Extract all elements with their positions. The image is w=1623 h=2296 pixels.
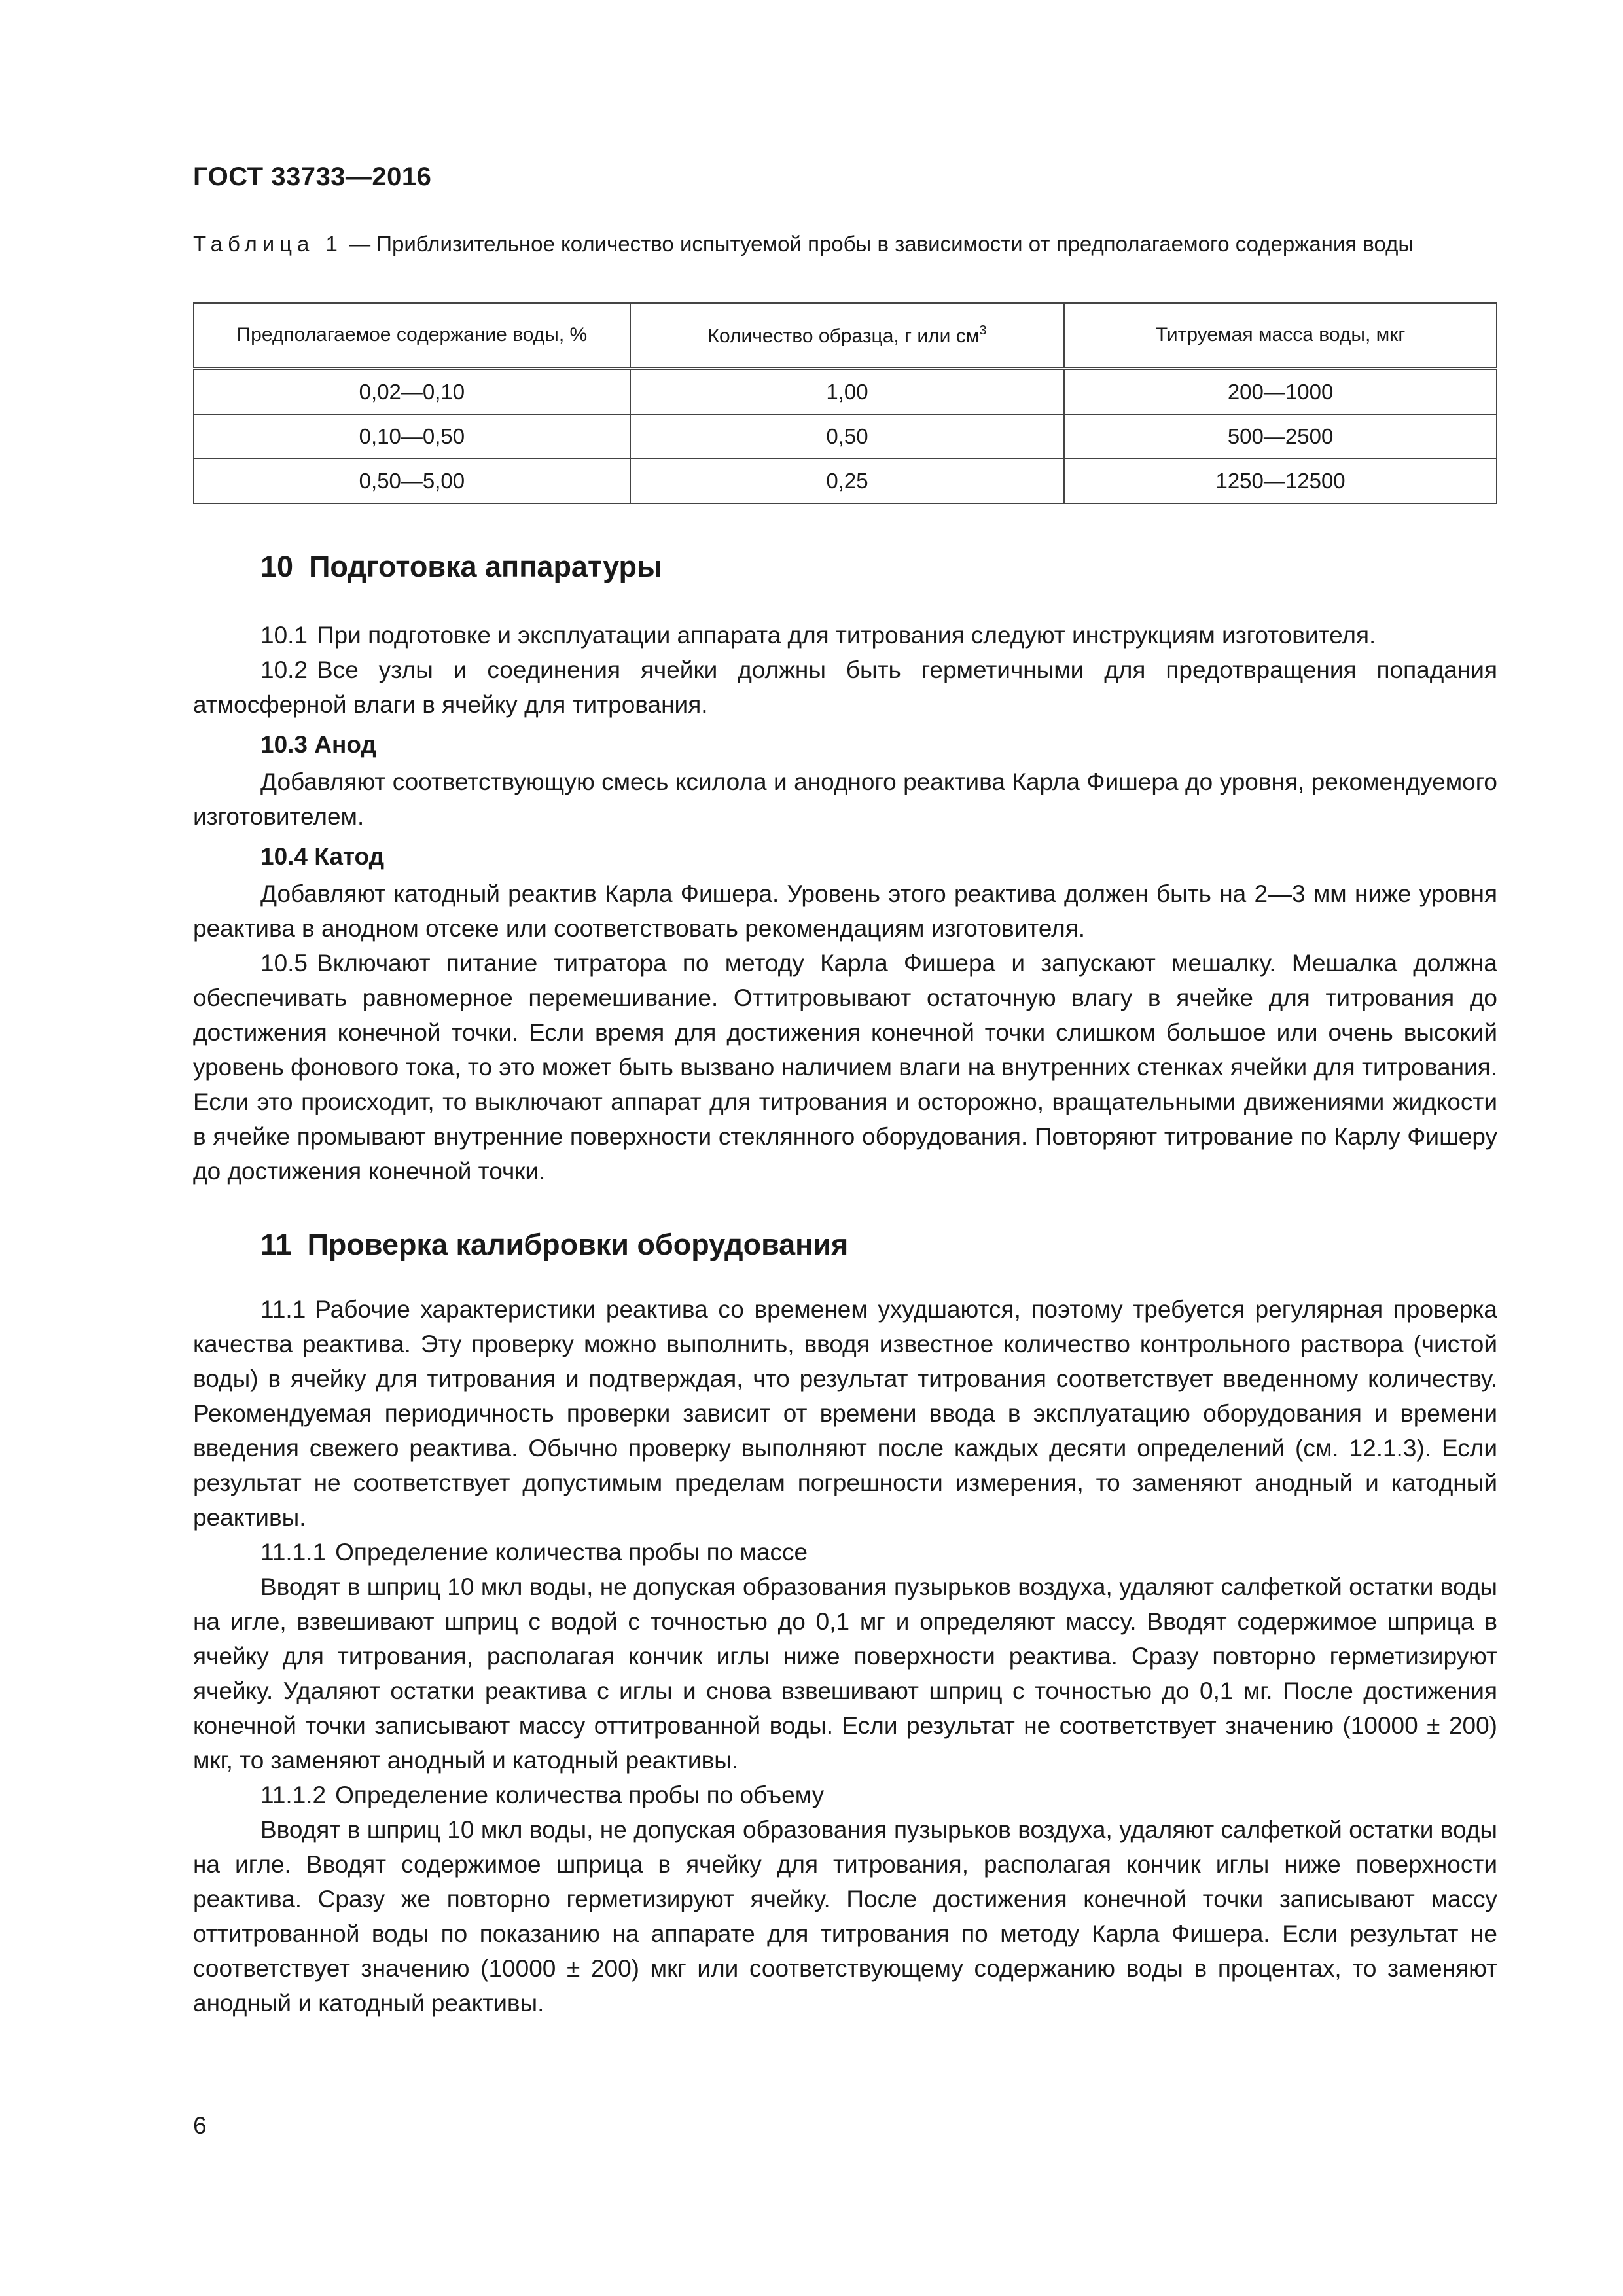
table-row (194, 459, 1497, 503)
paragraph-number: 11.1.2 (260, 1782, 327, 1808)
column-header-water-content: Предполагаемое содержание воды, % (194, 303, 630, 368)
table-cell: 0,50 (630, 414, 1064, 459)
column-header-superscript: 3 (979, 323, 987, 338)
section-11-number: 11 (260, 1228, 292, 1261)
paragraph-11-1-1-heading (193, 1535, 1497, 1570)
paragraph-11-1-1: Вводят в шприц 10 мкл воды, не допуская образования пузырьков воздуха, удаляют салфеткой остатки воды на игле, взвешивают шприц с водой с точностью до 0,1 мг и определяют массу. Вводят содержимое шприца в ячейку для титрования, располагая кончик иглы ниже поверхности реактива. Сразу повторно герметизируют ячейку. Удаляют остатки реактива с иглы и снова взвешивают шприц с точностью до 0,1 мг. После достижения конечной точки записывают массу оттитрованной воды. Если результат не соответствует значению (10000 ± 200) мкг, то заменяют анодный и катодный реактивы. (193, 1573, 1497, 1774)
section-10-body (193, 618, 1497, 1189)
column-header-sample-amount-text: Количество образца, г или см (707, 325, 980, 347)
table-cell: 500—2500 (1064, 414, 1497, 459)
table-cell: 0,25 (630, 459, 1064, 503)
paragraph-11-1 (193, 1292, 1497, 1535)
section-11-title: Проверка калибровки оборудования (307, 1228, 849, 1261)
paragraph-text: При подготовке и эксплуатации аппарата для титрования следуют инструкциям изготовителя. (317, 622, 1376, 649)
table-caption-label: Таблица 1 (193, 232, 343, 256)
table-cell: 0,02—0,10 (194, 368, 630, 414)
section-10-heading (260, 550, 662, 584)
table-cell: 1250—12500 (1064, 459, 1497, 503)
table-cell: 0,50—5,00 (194, 459, 630, 503)
paragraph-text: Все узлы и соединения ячейки должны быть герметичными для предотвращения попадания атмосферной влаги в ячейку для титрования. (193, 656, 1497, 718)
table-row (194, 368, 1497, 414)
subheading-anode: 10.3 Анод (260, 731, 376, 758)
paragraph-number: 11.1.1 (260, 1539, 327, 1566)
paragraph-11-1-2: Вводят в шприц 10 мкл воды, не допуская образования пузырьков воздуха, удаляют салфеткой остатки воды на игле. Вводят содержимое шприца в ячейку для титрования, располагая кончик иглы ниже поверхности реактива. Сразу же повторно герметизируют ячейку. После достижения конечной точки записывают массу оттитрованной воды по показанию на аппарате для титрования по методу Карла Фишера. Если результат не соответствует значению (10000 ± 200) мкг или соответствующему содержанию воды в процентах, то заменяют анодный и катодный реактивы. (193, 1816, 1497, 2017)
water-content-table (193, 302, 1497, 504)
paragraph-number: 10.2 (260, 656, 308, 683)
paragraph-text: Определение количества пробы по объему (335, 1782, 825, 1808)
paragraph-text: Рабочие характеристики реактива со временем ухудшаются, поэтому требуется регулярная проверка качества реактива. Эту проверку можно выполнить, вводя известное количество контрольного раствора (чистой воды) в ячейку для титрования и подтверждая, что результат титрования соответствует введенному количеству. Рекомендуемая периодичность проверки зависит от времени ввода в эксплуатацию оборудования и времени введения свежего реактива. Обычно проверку выполняют после каждых десяти определений (см. 12.1.3). Если результат не соответствует допустимым пределам погрешности измерения, то заменяют анодный и катодный реактивы. (193, 1296, 1497, 1531)
document-header: ГОСТ 33733—2016 (193, 162, 432, 191)
table-cell: 1,00 (630, 368, 1064, 414)
section-10-title: Подготовка аппаратуры (309, 550, 662, 583)
table-caption (193, 229, 1497, 259)
paragraph-number: 10.1 (260, 622, 308, 649)
page-number: 6 (193, 2112, 207, 2139)
table-row (194, 414, 1497, 459)
paragraph-10-2 (193, 653, 1497, 722)
subheading-cathode: 10.4 Катод (260, 843, 385, 870)
paragraph-11-1-2-heading (193, 1778, 1497, 1812)
paragraph-10-1 (193, 618, 1497, 653)
paragraph-cathode: Добавляют катодный реактив Карла Фишера. Уровень этого реактива должен быть на 2—3 мм ниже уровня реактива в анодном отсеке или соответствовать рекомендациям изготовителя. (193, 880, 1497, 942)
section-10-number: 10 (260, 550, 294, 583)
paragraph-number: 11.1 (260, 1296, 306, 1323)
column-header-titrated-mass: Титруемая масса воды, мкг (1064, 303, 1497, 368)
table-caption-text: — Приблизительное количество испытуемой пробы в зависимости от предполагаемого содержания воды (342, 232, 1414, 256)
paragraph-10-5 (193, 946, 1497, 1189)
paragraph-number: 10.5 (260, 950, 308, 977)
section-11-body (193, 1292, 1497, 2020)
table-header-row (194, 303, 1497, 368)
paragraph-text: Определение количества пробы по массе (335, 1539, 808, 1566)
table-cell: 200—1000 (1064, 368, 1497, 414)
table-cell: 0,10—0,50 (194, 414, 630, 459)
column-header-sample-amount (630, 303, 1064, 368)
paragraph-text: Включают питание титратора по методу Карла Фишера и запускают мешалку. Мешалка должна обеспечивать равномерное перемешивание. Оттитровывают остаточную влагу в ячейке для титрования до достижения конечной точки. Если время для достижения конечной точки слишком большое или очень высокий уровень фонового тока, то это может быть вызвано наличием влаги на внутренних стенках ячейки для титрования. Если это происходит, то выключают аппарат для титрования и осторожно, вращательными движениями жидкости в ячейке промывают внутренние поверхности стеклянного оборудования. Повторяют титрование по Карлу Фишеру до достижения конечной точки. (193, 950, 1497, 1185)
section-11-heading (260, 1228, 848, 1262)
paragraph-anode: Добавляют соответствующую смесь ксилола и анодного реактива Карла Фишера до уровня, рекомендуемого изготовителем. (193, 768, 1497, 830)
